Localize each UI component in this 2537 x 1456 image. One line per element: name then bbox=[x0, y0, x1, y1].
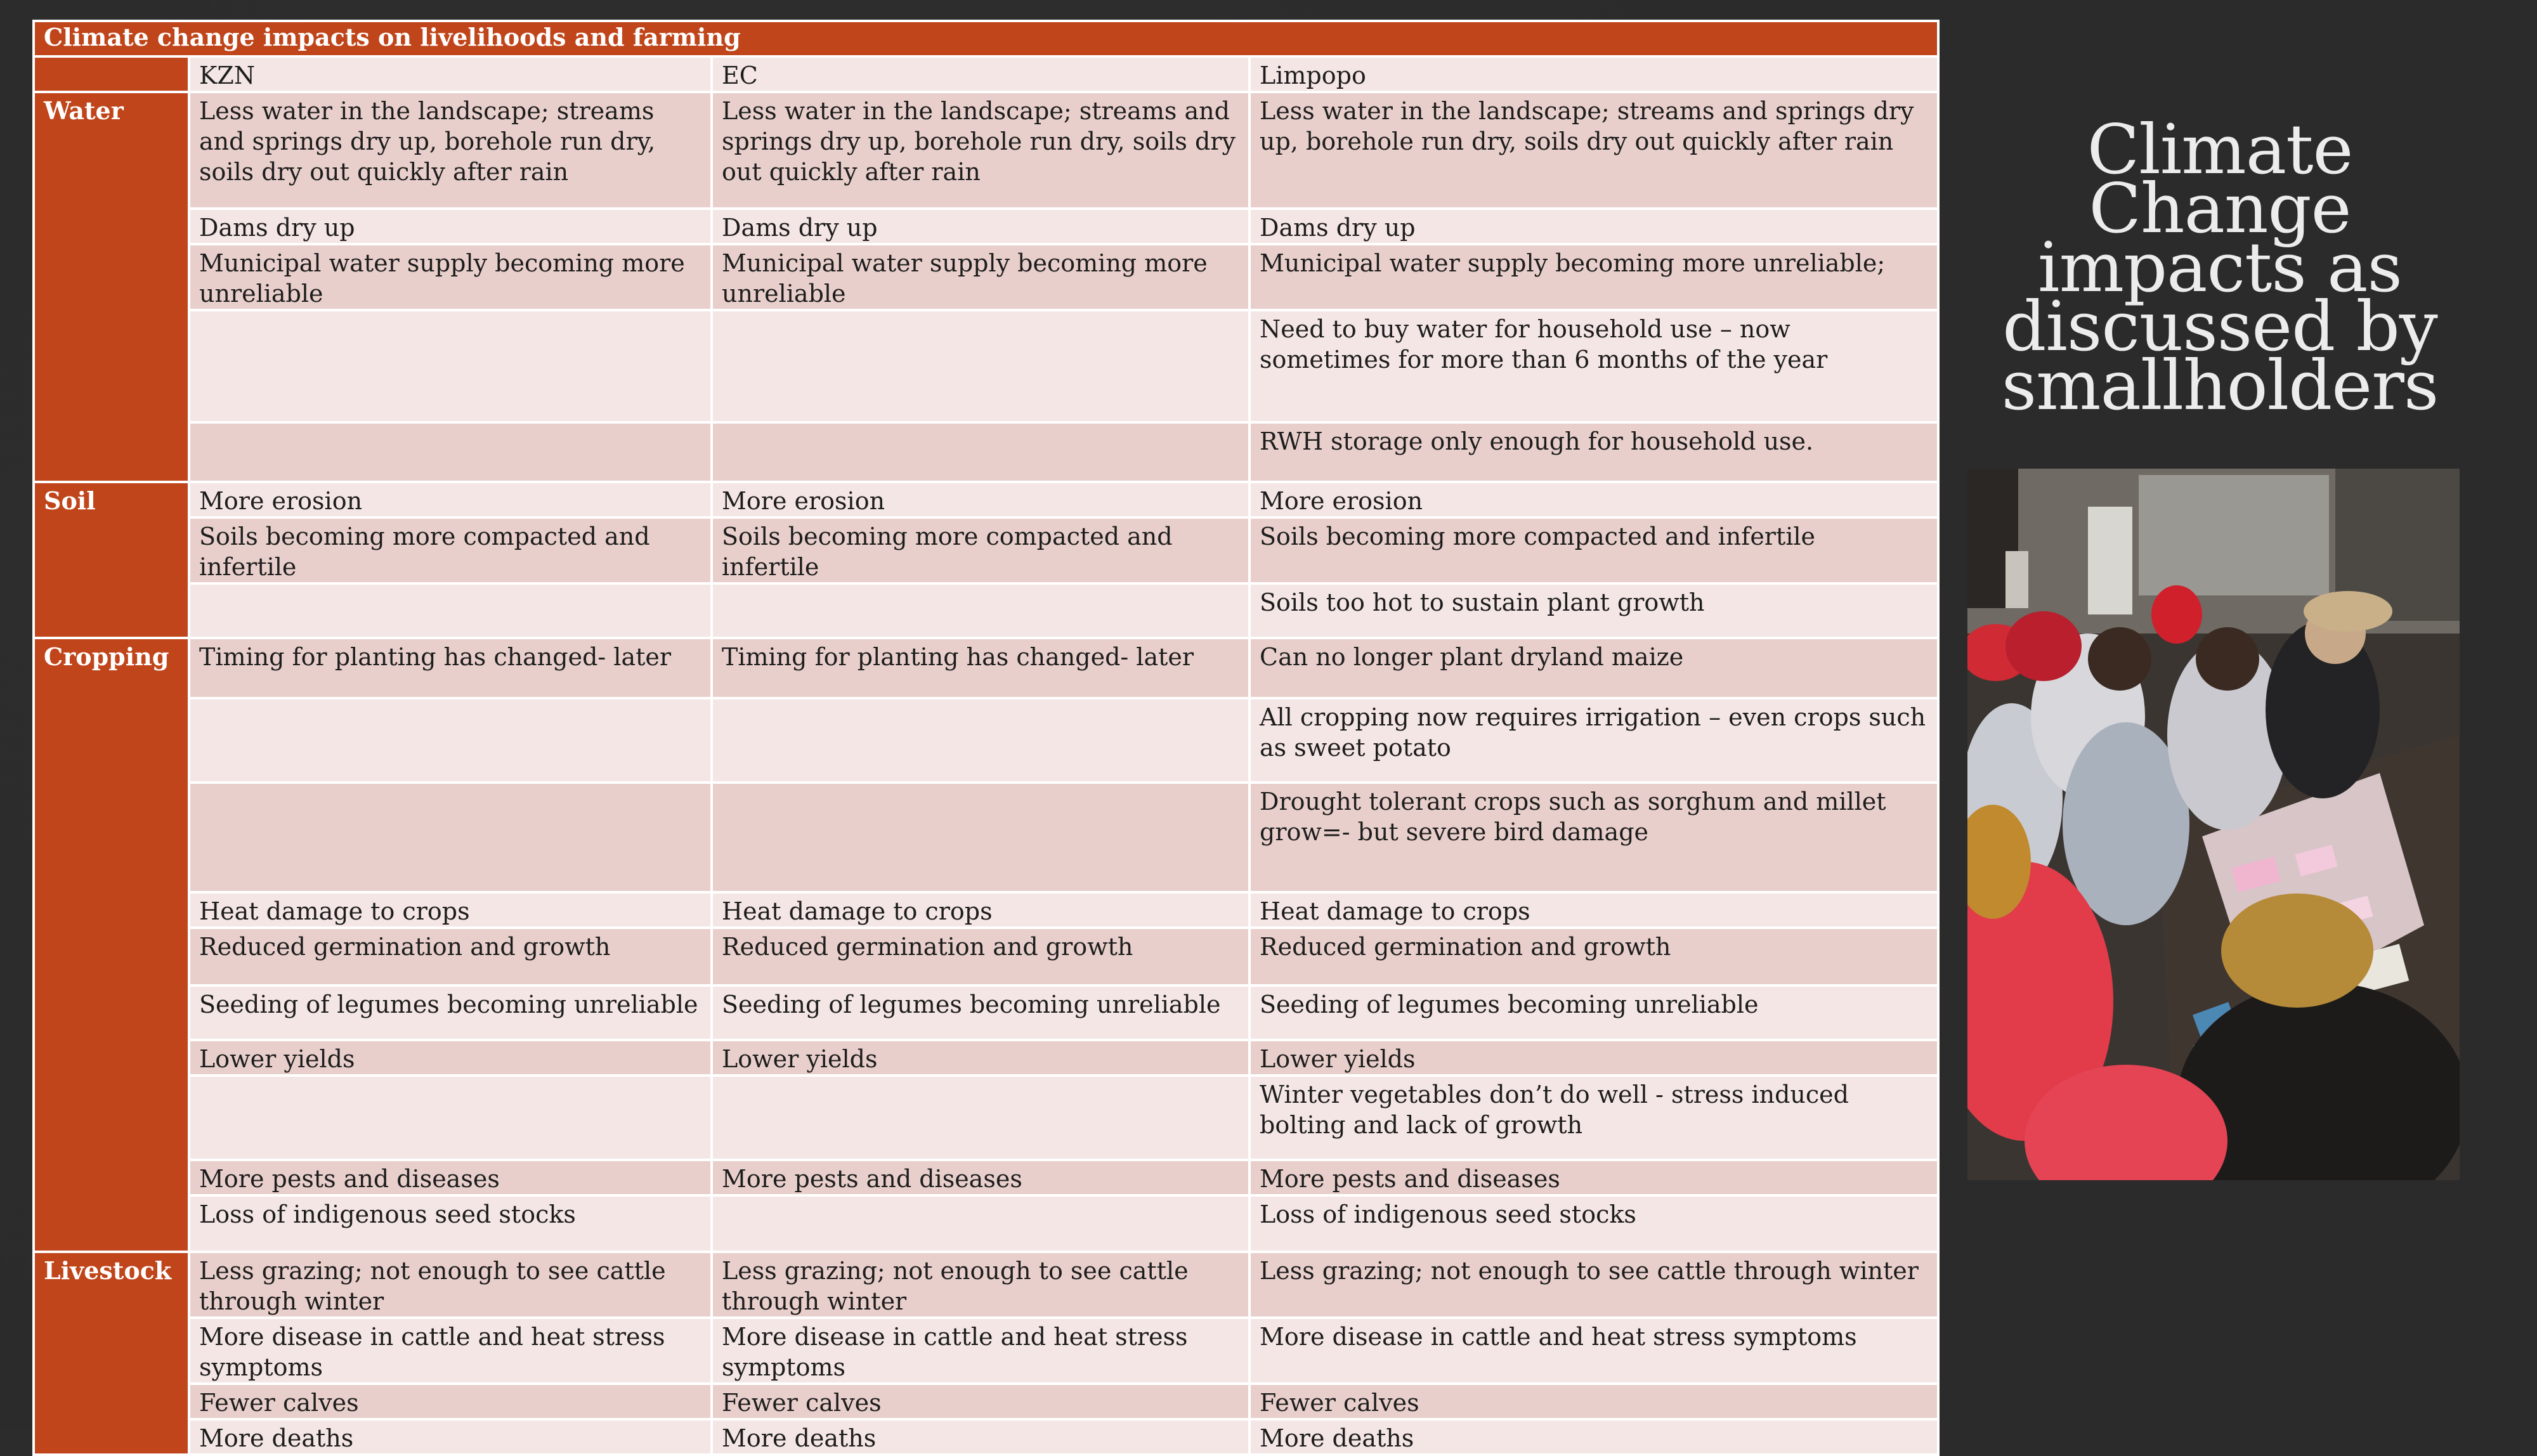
cell-water-limpopo: Less water in the landscape; streams and springs dry up, borehole run dry, soils dry out quickly after rain bbox=[1249, 92, 1938, 209]
cell-water-ec: Less water in the landscape; streams and springs dry up, borehole run dry, soils dry out quickly after rain bbox=[712, 92, 1249, 209]
slide-title-line: Climate bbox=[2087, 110, 2353, 190]
cell-soil-ec: Soils becoming more compacted and infertile bbox=[712, 517, 1249, 583]
cell-cropping-kzn: Lower yields bbox=[189, 1040, 712, 1076]
cell-livestock-kzn: Less grazing; not enough to see cattle through winter bbox=[189, 1252, 712, 1318]
slide-title-line: impacts as bbox=[2038, 228, 2402, 308]
cell-soil-limpopo: Soils too hot to sustain plant growth bbox=[1249, 583, 1938, 638]
table-row bbox=[34, 310, 1938, 422]
cell-cropping-ec bbox=[712, 698, 1249, 783]
cell-cropping-ec: Heat damage to crops bbox=[712, 892, 1249, 928]
table-row bbox=[34, 244, 1938, 310]
cell-livestock-ec: More disease in cattle and heat stress symptoms bbox=[712, 1318, 1249, 1384]
cell-cropping-limpopo: Loss of indigenous seed stocks bbox=[1249, 1195, 1938, 1252]
table-row bbox=[34, 517, 1938, 583]
cell-cropping-kzn: More pests and diseases bbox=[189, 1160, 712, 1195]
table-row bbox=[34, 1195, 1938, 1252]
cell-livestock-limpopo: Fewer calves bbox=[1249, 1384, 1938, 1419]
table-row bbox=[34, 1318, 1938, 1384]
cell-water-ec: Municipal water supply becoming more unreliable bbox=[712, 244, 1249, 310]
table-row bbox=[34, 209, 1938, 244]
cell-cropping-kzn: Timing for planting has changed- later bbox=[189, 638, 712, 698]
cell-water-kzn: Dams dry up bbox=[189, 209, 712, 244]
cell-soil-kzn: Soils becoming more compacted and infertile bbox=[189, 517, 712, 583]
header-corner-cell bbox=[34, 56, 189, 92]
cell-water-ec: Dams dry up bbox=[712, 209, 1249, 244]
cell-water-kzn bbox=[189, 310, 712, 422]
cell-cropping-limpopo: Reduced germination and growth bbox=[1249, 928, 1938, 985]
cell-cropping-ec: Lower yields bbox=[712, 1040, 1249, 1076]
cell-cropping-ec bbox=[712, 1076, 1249, 1160]
cell-cropping-ec bbox=[712, 783, 1249, 892]
cell-livestock-limpopo: Less grazing; not enough to see cattle through winter bbox=[1249, 1252, 1938, 1318]
cell-water-limpopo: Need to buy water for household use – now sometimes for more than 6 months of the year bbox=[1249, 310, 1938, 422]
cell-water-kzn bbox=[189, 422, 712, 482]
cell-water-kzn: Less water in the landscape; streams and springs dry up, borehole run dry, soils dry out quickly after rain bbox=[189, 92, 712, 209]
cell-livestock-ec: Fewer calves bbox=[712, 1384, 1249, 1419]
cell-water-ec bbox=[712, 310, 1249, 422]
cell-soil-kzn bbox=[189, 583, 712, 638]
workshop-photo bbox=[1967, 469, 2460, 1180]
cell-cropping-limpopo: More pests and diseases bbox=[1249, 1160, 1938, 1195]
cell-livestock-limpopo: More deaths bbox=[1249, 1419, 1938, 1455]
column-header-ec: EC bbox=[712, 56, 1249, 92]
table-row bbox=[34, 1076, 1938, 1160]
cell-water-limpopo: Municipal water supply becoming more unreliable; bbox=[1249, 244, 1938, 310]
cell-soil-kzn: More erosion bbox=[189, 482, 712, 517]
cell-cropping-ec bbox=[712, 1195, 1249, 1252]
cell-soil-ec: More erosion bbox=[712, 482, 1249, 517]
cell-cropping-kzn: Reduced germination and growth bbox=[189, 928, 712, 985]
table-row bbox=[34, 892, 1938, 928]
cell-cropping-limpopo: Winter vegetables don’t do well - stress induced bolting and lack of growth bbox=[1249, 1076, 1938, 1160]
cell-water-limpopo: Dams dry up bbox=[1249, 209, 1938, 244]
table-row bbox=[34, 1384, 1938, 1419]
slide-title-line: Change bbox=[2089, 169, 2351, 249]
cell-cropping-ec: Reduced germination and growth bbox=[712, 928, 1249, 985]
cell-cropping-ec: Seeding of legumes becoming unreliable bbox=[712, 985, 1249, 1040]
cell-livestock-kzn: Fewer calves bbox=[189, 1384, 712, 1419]
cell-cropping-kzn: Loss of indigenous seed stocks bbox=[189, 1195, 712, 1252]
column-header-kzn: KZN bbox=[189, 56, 712, 92]
cell-cropping-limpopo: Lower yields bbox=[1249, 1040, 1938, 1076]
table-title: Climate change impacts on livelihoods and farming bbox=[34, 21, 1938, 56]
table-row bbox=[34, 928, 1938, 985]
cell-cropping-ec: Timing for planting has changed- later bbox=[712, 638, 1249, 698]
impacts-table bbox=[32, 20, 1940, 1456]
slide-title bbox=[1985, 110, 2455, 426]
table-row bbox=[34, 1040, 1938, 1076]
cell-cropping-limpopo: Can no longer plant dryland maize bbox=[1249, 638, 1938, 698]
cell-soil-ec bbox=[712, 583, 1249, 638]
table-row bbox=[34, 783, 1938, 892]
table-row bbox=[34, 985, 1938, 1040]
category-cell-cropping: Cropping bbox=[34, 638, 189, 1252]
cell-livestock-ec: Less grazing; not enough to see cattle through winter bbox=[712, 1252, 1249, 1318]
category-cell-water: Water bbox=[34, 92, 189, 482]
table-row bbox=[34, 482, 1938, 517]
cell-cropping-limpopo: Heat damage to crops bbox=[1249, 892, 1938, 928]
cell-cropping-limpopo: All cropping now requires irrigation – even crops such as sweet potato bbox=[1249, 698, 1938, 783]
cell-cropping-kzn bbox=[189, 1076, 712, 1160]
cell-cropping-limpopo: Seeding of legumes becoming unreliable bbox=[1249, 985, 1938, 1040]
column-header-limpopo: Limpopo bbox=[1249, 56, 1938, 92]
cell-cropping-kzn: Heat damage to crops bbox=[189, 892, 712, 928]
slide-title-line: discussed by bbox=[2002, 287, 2437, 367]
cell-water-limpopo: RWH storage only enough for household use. bbox=[1249, 422, 1938, 482]
table-row bbox=[34, 583, 1938, 638]
cell-cropping-kzn bbox=[189, 698, 712, 783]
table-row bbox=[34, 422, 1938, 482]
cell-livestock-limpopo: More disease in cattle and heat stress symptoms bbox=[1249, 1318, 1938, 1384]
cell-livestock-kzn: More disease in cattle and heat stress symptoms bbox=[189, 1318, 712, 1384]
cell-soil-limpopo: More erosion bbox=[1249, 482, 1938, 517]
table-row bbox=[34, 1252, 1938, 1318]
slide-title-line: smallholders bbox=[2001, 346, 2439, 426]
cell-cropping-kzn bbox=[189, 783, 712, 892]
cell-water-kzn: Municipal water supply becoming more unreliable bbox=[189, 244, 712, 310]
cell-cropping-kzn: Seeding of legumes becoming unreliable bbox=[189, 985, 712, 1040]
cell-cropping-ec: More pests and diseases bbox=[712, 1160, 1249, 1195]
table-row bbox=[34, 638, 1938, 698]
cell-soil-limpopo: Soils becoming more compacted and infertile bbox=[1249, 517, 1938, 583]
cell-livestock-ec: More deaths bbox=[712, 1419, 1249, 1455]
table-row bbox=[34, 698, 1938, 783]
cell-water-ec bbox=[712, 422, 1249, 482]
table-row bbox=[34, 92, 1938, 209]
table-row bbox=[34, 1419, 1938, 1455]
table-row bbox=[34, 1160, 1938, 1195]
cell-cropping-limpopo: Drought tolerant crops such as sorghum and millet grow=- but severe bird damage bbox=[1249, 783, 1938, 892]
cell-livestock-kzn: More deaths bbox=[189, 1419, 712, 1455]
category-cell-livestock: Livestock bbox=[34, 1252, 189, 1455]
category-cell-soil: Soil bbox=[34, 482, 189, 638]
